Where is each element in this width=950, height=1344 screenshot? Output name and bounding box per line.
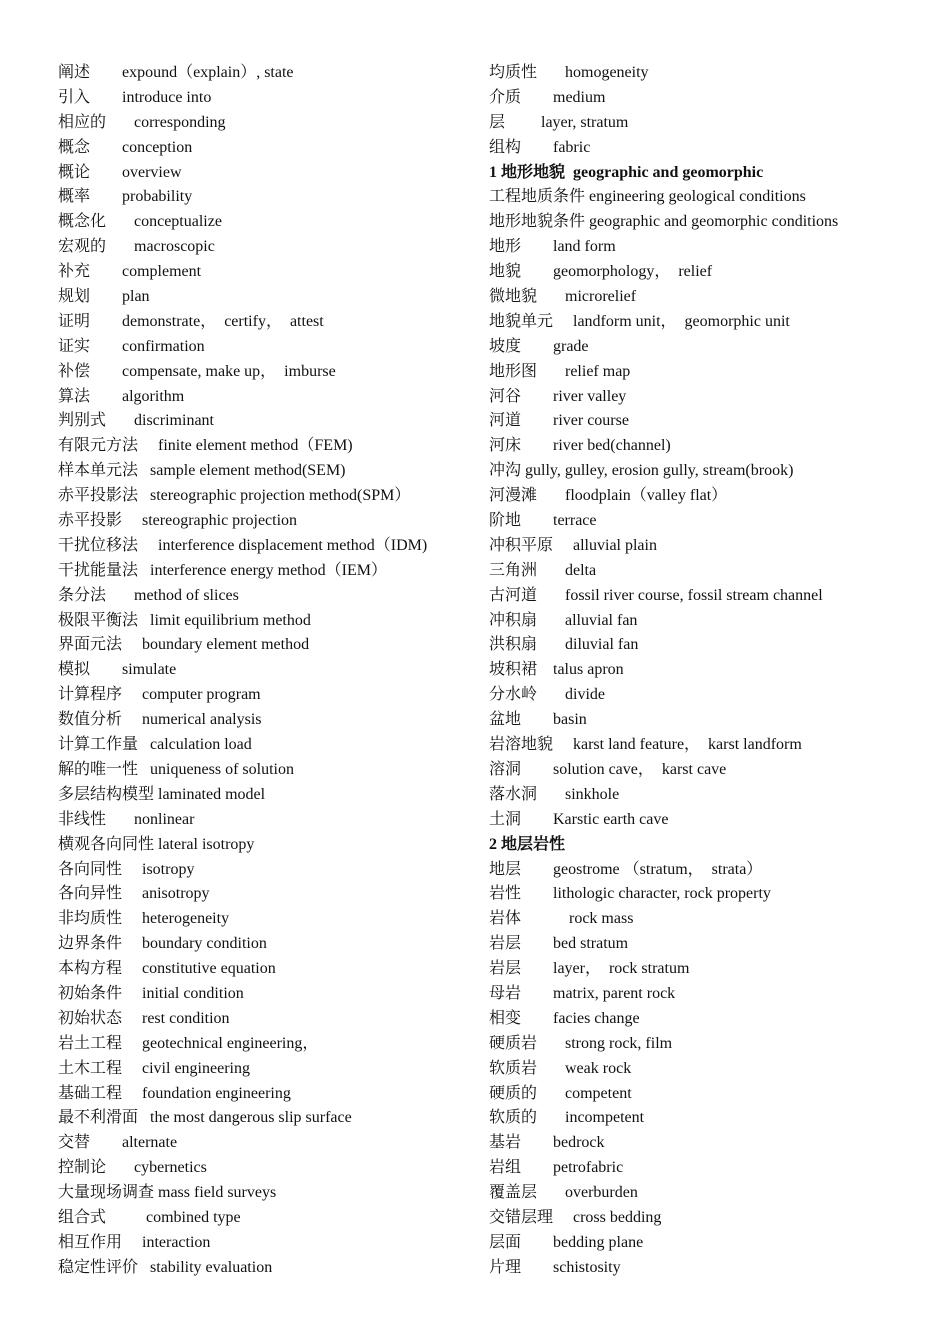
glossary-entry: 岩层 bed stratum — [489, 935, 629, 953]
right-glossary-column — [489, 61, 929, 1281]
glossary-entry: 证明 demonstrate， certify， attest — [58, 312, 324, 330]
glossary-entry: 岩层 layer， rock stratum — [489, 960, 690, 978]
glossary-entry: 三角洲 delta — [489, 561, 597, 579]
glossary-entry: 土木工程 civil engineering — [58, 1059, 250, 1077]
glossary-entry: 冲积平原 alluvial plain — [489, 536, 657, 554]
glossary-entry: 判别式 discriminant — [58, 412, 214, 430]
glossary-entry: 坡度 grade — [489, 337, 589, 355]
glossary-entry: 冲积扇 alluvial fan — [489, 611, 638, 629]
glossary-entry: 河床 river bed(channel) — [489, 437, 671, 455]
glossary-entry: 赤平投影法 stereographic projection method(SPM） — [58, 487, 411, 505]
glossary-entry: 引入 introduce into — [58, 88, 212, 106]
glossary-entry: 各向异性 anisotropy — [58, 885, 210, 903]
glossary-entry: 地形地貌条件 geographic and geomorphic conditions — [489, 213, 839, 231]
glossary-entry: 有限元方法 finite element method（FEM) — [58, 437, 353, 455]
glossary-entry: 阶地 terrace — [489, 512, 597, 530]
glossary-entry: 大量现场调查 mass field surveys — [58, 1184, 277, 1202]
glossary-entry: 相互作用 interaction — [58, 1233, 211, 1251]
glossary-entry: 干扰位移法 interference displacement method（IDM) — [58, 536, 428, 554]
glossary-entry: 初始条件 initial condition — [58, 984, 244, 1002]
glossary-entry: 洪积扇 diluvial fan — [489, 636, 639, 654]
glossary-entry: 规划 plan — [58, 288, 150, 306]
section-heading: 1 地形地貌 geographic and geomorphic — [489, 163, 764, 181]
glossary-entry: 宏观的 macroscopic — [58, 238, 215, 256]
glossary-entry: 地形 land form — [489, 238, 616, 256]
glossary-entry: 计算工作量 calculation load — [58, 736, 252, 754]
glossary-entry: 多层结构模型 laminated model — [58, 785, 266, 803]
glossary-entry: 坡积裙 talus apron — [489, 661, 624, 679]
glossary-entry: 干扰能量法 interference energy method（IEM） — [58, 561, 387, 579]
glossary-entry: 样本单元法 sample element method(SEM) — [58, 462, 346, 480]
left-glossary-column — [58, 61, 478, 1281]
glossary-entry: 补充 complement — [58, 263, 202, 281]
glossary-entry: 硬质岩 strong rock, film — [489, 1034, 673, 1052]
glossary-entry: 岩组 petrofabric — [489, 1159, 624, 1177]
glossary-entry: 数值分析 numerical analysis — [58, 711, 262, 729]
glossary-entry: 赤平投影 stereographic projection — [58, 512, 298, 530]
glossary-entry: 条分法 method of slices — [58, 586, 239, 604]
glossary-entry: 基础工程 foundation engineering — [58, 1084, 291, 1102]
glossary-entry: 相变 facies change — [489, 1009, 640, 1027]
glossary-entry: 非均质性 heterogeneity — [58, 910, 230, 928]
glossary-entry: 覆盖层 overburden — [489, 1184, 638, 1202]
glossary-entry: 软质岩 weak rock — [489, 1059, 632, 1077]
glossary-entry: 各向同性 isotropy — [58, 860, 195, 878]
glossary-entry: 冲沟 gully, gulley, erosion gully, stream(brook) — [489, 462, 794, 480]
glossary-entry: 河谷 river valley — [489, 387, 627, 405]
glossary-entry: 微地貌 microrelief — [489, 288, 637, 306]
glossary-entry: 河道 river course — [489, 412, 629, 430]
glossary-entry: 阐述 expound（explain）, state — [58, 64, 294, 81]
section-heading: 2 地层岩性 — [489, 835, 566, 853]
glossary-entry: 软质的 incompetent — [489, 1109, 645, 1127]
glossary-entry: 溶洞 solution cave， karst cave — [489, 760, 727, 778]
glossary-entry: 盆地 basin — [489, 711, 587, 729]
glossary-entry: 层面 bedding plane — [489, 1233, 644, 1251]
glossary-entry: 稳定性评价 stability evaluation — [58, 1258, 273, 1276]
glossary-entry: 岩性 lithologic character, rock property — [489, 885, 771, 903]
glossary-entry: 最不利滑面 the most dangerous slip surface — [58, 1109, 352, 1127]
glossary-entry: 初始状态 rest condition — [58, 1009, 230, 1027]
glossary-entry: 交错层理 cross bedding — [489, 1208, 662, 1226]
glossary-entry: 概率 probability — [58, 188, 193, 206]
glossary-entry: 母岩 matrix, parent rock — [489, 984, 676, 1002]
glossary-entry: 边界条件 boundary condition — [58, 935, 267, 953]
glossary-entry: 均质性 homogeneity — [489, 64, 649, 81]
glossary-entry: 相应的 corresponding — [58, 113, 226, 131]
glossary-entry: 控制论 cybernetics — [58, 1159, 207, 1177]
glossary-entry: 基岩 bedrock — [489, 1134, 605, 1152]
glossary-entry: 硬质的 competent — [489, 1084, 632, 1102]
glossary-entry: 岩土工程 geotechnical engineering， — [58, 1034, 319, 1052]
glossary-entry: 概念化 conceptualize — [58, 213, 222, 231]
glossary-entry: 岩溶地貌 karst land feature， karst landform — [489, 736, 802, 754]
glossary-entry: 地层 geostrome （stratum， strata） — [489, 860, 763, 878]
glossary-entry: 横观各向同性 lateral isotropy — [58, 835, 255, 853]
glossary-entry: 片理 schistosity — [489, 1258, 621, 1276]
glossary-entry: 岩体 rock mass — [489, 910, 634, 928]
glossary-entry: 非线性 nonlinear — [58, 810, 195, 828]
glossary-entry: 补偿 compensate, make up， imburse — [58, 362, 336, 380]
glossary-entry: 本构方程 constitutive equation — [58, 960, 276, 978]
glossary-entry: 极限平衡法 limit equilibrium method — [58, 611, 311, 629]
glossary-entry: 交替 alternate — [58, 1134, 178, 1152]
glossary-entry: 界面元法 boundary element method — [58, 636, 310, 654]
glossary-entry: 分水岭 divide — [489, 686, 605, 704]
glossary-entry: 土洞 Karstic earth cave — [489, 810, 669, 828]
glossary-entry: 工程地质条件 engineering geological conditions — [489, 188, 806, 206]
glossary-entry: 算法 algorithm — [58, 387, 185, 405]
glossary-entry: 落水洞 sinkhole — [489, 785, 620, 803]
glossary-entry: 河漫滩 floodplain（valley flat） — [489, 487, 728, 505]
glossary-entry: 证实 confirmation — [58, 337, 205, 355]
glossary-entry: 概念 conception — [58, 138, 193, 156]
glossary-entry: 层 layer, stratum — [489, 113, 629, 131]
glossary-entry: 概论 overview — [58, 163, 182, 181]
glossary-entry: 计算程序 computer program — [58, 686, 261, 704]
glossary-entry: 组构 fabric — [489, 138, 591, 156]
glossary-entry: 解的唯一性 uniqueness of solution — [58, 760, 294, 778]
glossary-entry: 地形图 relief map — [489, 362, 631, 380]
glossary-entry: 地貌单元 landform unit， geomorphic unit — [489, 312, 790, 330]
glossary-entry: 组合式 combined type — [58, 1208, 241, 1226]
glossary-entry: 介质 medium — [489, 88, 606, 106]
glossary-entry: 古河道 fossil river course, fossil stream channel — [489, 586, 823, 604]
glossary-entry: 地貌 geomorphology， relief — [489, 263, 713, 281]
glossary-entry: 模拟 simulate — [58, 661, 177, 679]
